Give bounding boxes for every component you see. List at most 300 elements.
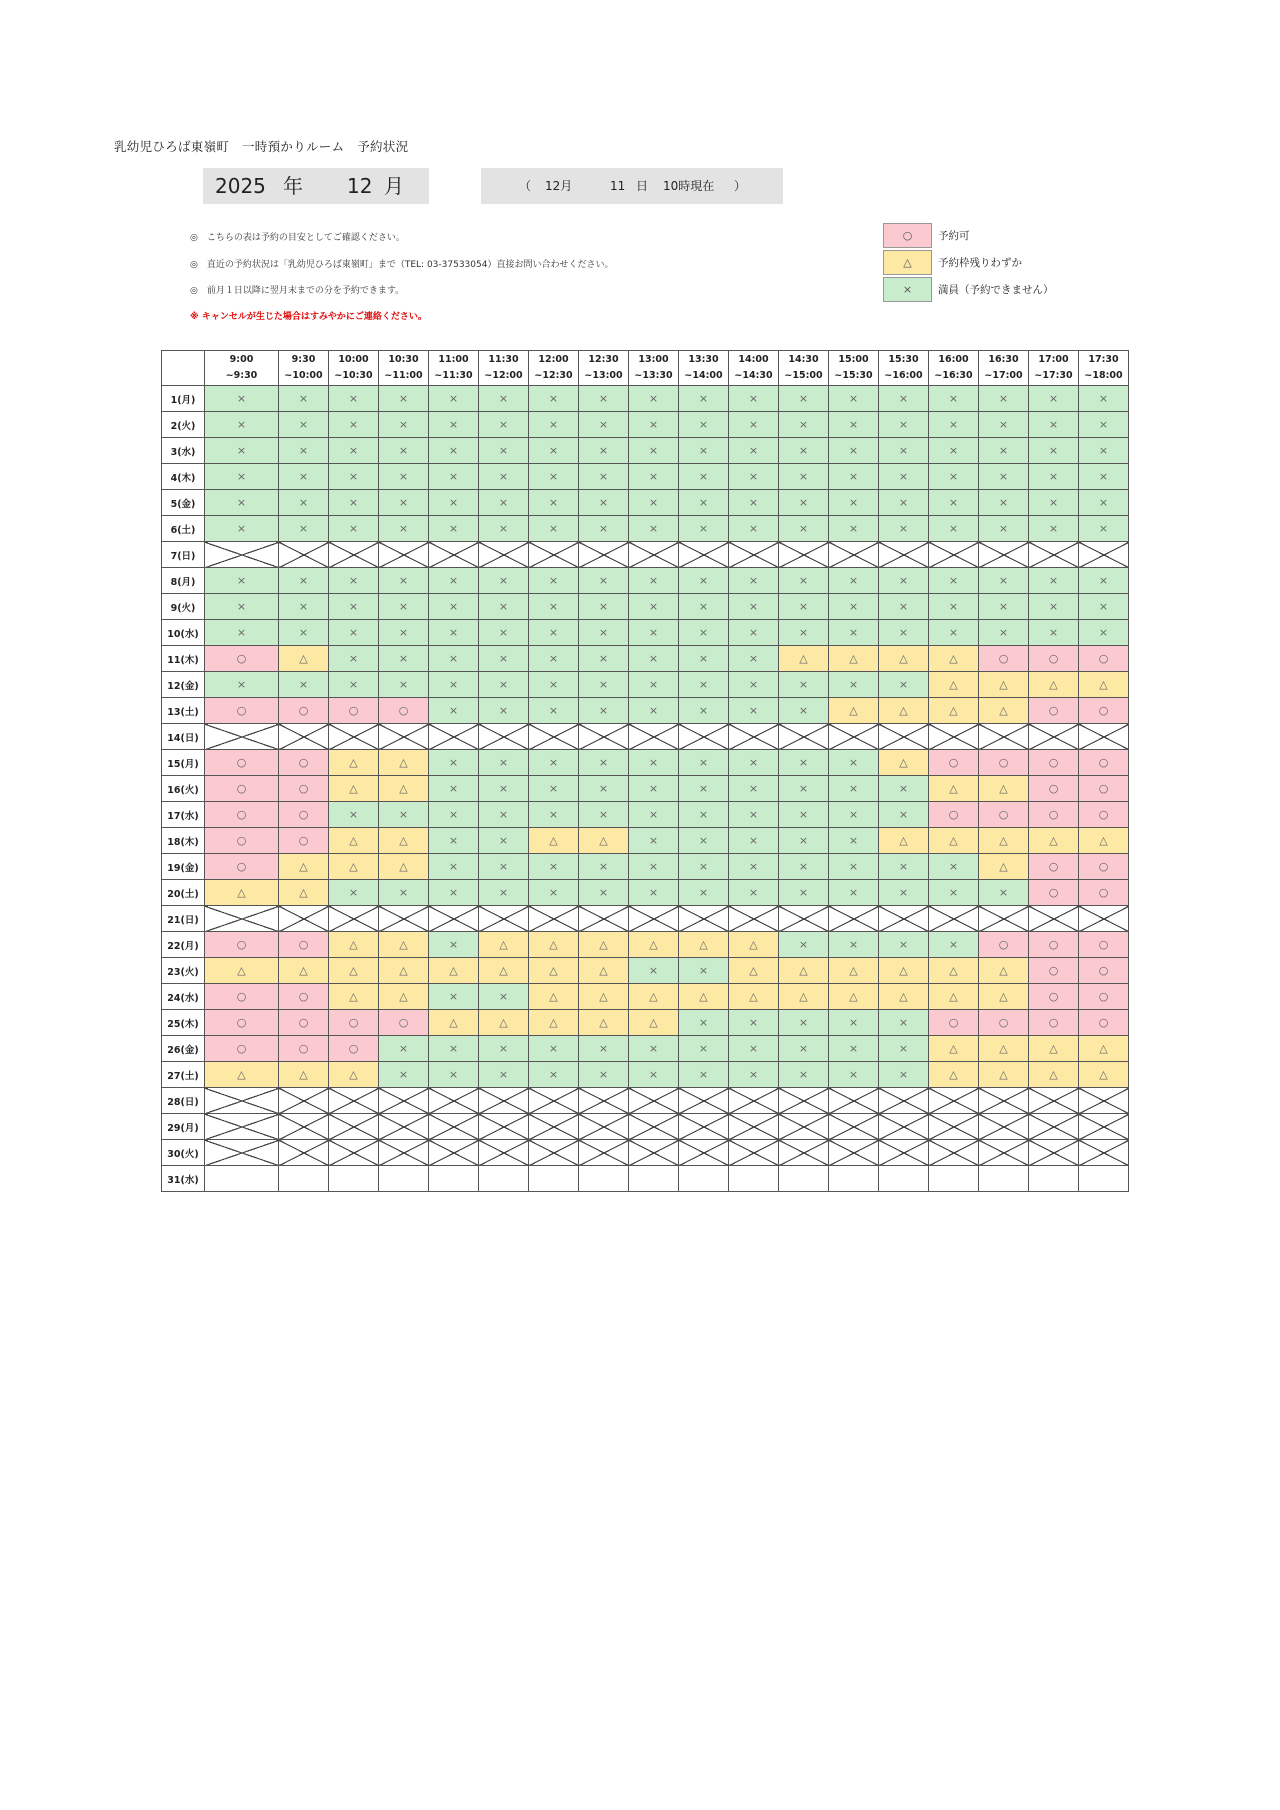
slot-status-cell: × — [729, 568, 779, 594]
slot-status-cell: ○ — [929, 1010, 979, 1036]
slot-status-cell: ○ — [1029, 698, 1079, 724]
slot-status-cell: ○ — [979, 750, 1029, 776]
slot-status-cell: △ — [929, 958, 979, 984]
closed-cell — [729, 1088, 779, 1114]
slot-status-cell: × — [379, 672, 429, 698]
slot-status-cell: × — [879, 1010, 929, 1036]
closed-cell — [979, 542, 1029, 568]
slot-status-cell: △ — [729, 984, 779, 1010]
slot-status-cell: △ — [329, 750, 379, 776]
day-row — [162, 1166, 1129, 1192]
slot-status-cell: × — [829, 828, 879, 854]
legend-swatch: × — [883, 277, 932, 302]
slot-status-cell: △ — [729, 932, 779, 958]
slot-status-cell: × — [429, 490, 479, 516]
day-label: 22(月) — [162, 932, 205, 958]
closed-cell — [329, 542, 379, 568]
slot-status-cell: × — [779, 932, 829, 958]
time-slot-header — [429, 351, 479, 386]
slot-status-cell: × — [829, 1036, 879, 1062]
slot-status-cell: △ — [529, 958, 579, 984]
closed-cell — [729, 724, 779, 750]
slot-status-cell: × — [479, 1036, 529, 1062]
empty-cell — [379, 1166, 429, 1192]
day-label: 20(土) — [162, 880, 205, 906]
legend-label: 予約可 — [938, 230, 970, 242]
slot-status-cell: △ — [929, 698, 979, 724]
slot-status-cell: × — [679, 516, 729, 542]
closed-cell — [479, 1114, 529, 1140]
slot-status-cell: × — [579, 672, 629, 698]
slot-status-cell: △ — [629, 984, 679, 1010]
slot-status-cell: × — [579, 516, 629, 542]
empty-cell — [279, 1166, 329, 1192]
slot-status-cell: × — [529, 464, 579, 490]
slot-status-cell: △ — [779, 958, 829, 984]
slot-status-cell: △ — [979, 1062, 1029, 1088]
slot-status-cell: △ — [1079, 1036, 1129, 1062]
slot-status-cell: × — [1029, 412, 1079, 438]
slot-status-cell: ○ — [379, 698, 429, 724]
time-slot-header — [379, 351, 429, 386]
slot-status-cell: × — [329, 672, 379, 698]
closed-cell — [429, 542, 479, 568]
slot-status-cell: × — [729, 516, 779, 542]
slot-status-cell: × — [279, 412, 329, 438]
slot-status-cell: × — [629, 854, 679, 880]
slot-status-cell: × — [679, 490, 729, 516]
day-row — [162, 568, 1129, 594]
slot-status-cell: △ — [879, 750, 929, 776]
slot-status-cell: × — [929, 854, 979, 880]
time-slot-start: 13:00 — [638, 354, 669, 365]
month-unit: 月 — [384, 174, 404, 198]
day-label: 18(木) — [162, 828, 205, 854]
slot-status-cell: △ — [779, 984, 829, 1010]
day-label: 30(火) — [162, 1140, 205, 1166]
closed-cell — [829, 1140, 879, 1166]
slot-status-cell: × — [379, 412, 429, 438]
time-slot-header — [729, 351, 779, 386]
slot-status-cell: × — [329, 464, 379, 490]
slot-status-cell: × — [979, 412, 1029, 438]
slot-status-cell: ○ — [205, 984, 279, 1010]
legend-full — [883, 276, 1054, 303]
time-slot-end: ~11:00 — [384, 370, 423, 381]
slot-status-cell: △ — [329, 1062, 379, 1088]
day-label: 27(土) — [162, 1062, 205, 1088]
slot-status-cell: ○ — [1079, 880, 1129, 906]
slot-status-cell: △ — [429, 958, 479, 984]
slot-status-cell: × — [629, 412, 679, 438]
closed-cell — [729, 906, 779, 932]
slot-status-cell: △ — [929, 646, 979, 672]
closed-cell — [629, 906, 679, 932]
slot-status-cell: × — [379, 594, 429, 620]
slot-status-cell: × — [579, 386, 629, 412]
slot-status-cell: × — [429, 1036, 479, 1062]
slot-status-cell: × — [829, 594, 879, 620]
day-label: 2(火) — [162, 412, 205, 438]
slot-status-cell: △ — [479, 932, 529, 958]
empty-cell — [579, 1166, 629, 1192]
slot-status-cell: × — [779, 490, 829, 516]
slot-status-cell: × — [279, 594, 329, 620]
day-label: 25(木) — [162, 1010, 205, 1036]
slot-status-cell: △ — [379, 776, 429, 802]
slot-status-cell: × — [429, 516, 479, 542]
day-row — [162, 698, 1129, 724]
slot-status-cell: △ — [929, 1036, 979, 1062]
page-title: 乳幼児ひろば東嶺町 一時預かりルーム 予約状況 — [114, 139, 409, 154]
slot-status-cell: △ — [929, 1062, 979, 1088]
slot-status-cell: ○ — [205, 1036, 279, 1062]
empty-cell — [1029, 1166, 1079, 1192]
note-1: ◎ こちらの表は予約の目安としてご確認ください。 — [190, 233, 405, 243]
closed-cell — [879, 542, 929, 568]
day-row — [162, 386, 1129, 412]
slot-status-cell: × — [329, 594, 379, 620]
slot-status-cell: × — [479, 464, 529, 490]
day-row — [162, 620, 1129, 646]
time-slot-end: ~14:30 — [734, 370, 773, 381]
slot-status-cell: × — [879, 412, 929, 438]
closed-cell — [429, 906, 479, 932]
closed-cell — [205, 906, 279, 932]
slot-status-cell: × — [929, 932, 979, 958]
slot-status-cell: × — [205, 672, 279, 698]
time-slot-end: ~15:30 — [834, 370, 873, 381]
slot-status-cell: × — [429, 984, 479, 1010]
slot-status-cell: × — [429, 568, 479, 594]
slot-status-cell: × — [679, 776, 729, 802]
slot-status-cell: △ — [479, 1010, 529, 1036]
slot-status-cell: × — [779, 516, 829, 542]
closed-cell — [529, 542, 579, 568]
slot-status-cell: × — [579, 776, 629, 802]
slot-status-cell: ○ — [1079, 646, 1129, 672]
slot-status-cell: × — [479, 412, 529, 438]
empty-cell — [779, 1166, 829, 1192]
slot-status-cell: × — [829, 568, 879, 594]
closed-cell — [929, 906, 979, 932]
time-slot-end: ~18:00 — [1084, 370, 1123, 381]
time-slot-start: 14:00 — [738, 354, 769, 365]
slot-status-cell: × — [729, 776, 779, 802]
slot-status-cell: × — [529, 438, 579, 464]
closed-cell — [829, 1114, 879, 1140]
slot-status-cell: × — [929, 464, 979, 490]
slot-status-cell: ○ — [279, 802, 329, 828]
slot-status-cell: × — [979, 464, 1029, 490]
slot-status-cell: × — [429, 880, 479, 906]
slot-status-cell: × — [1079, 490, 1129, 516]
slot-status-cell: × — [679, 958, 729, 984]
slot-status-cell: × — [929, 620, 979, 646]
slot-status-cell: × — [679, 386, 729, 412]
slot-status-cell: △ — [1029, 672, 1079, 698]
slot-status-cell: ○ — [1029, 750, 1079, 776]
slot-status-cell: × — [379, 646, 429, 672]
time-slot-end: ~13:00 — [584, 370, 623, 381]
slot-status-cell: × — [629, 802, 679, 828]
slot-status-cell: ○ — [1029, 1010, 1079, 1036]
slot-status-cell: △ — [279, 880, 329, 906]
slot-status-cell: × — [879, 880, 929, 906]
time-slot-header — [879, 351, 929, 386]
slot-status-cell: × — [629, 594, 679, 620]
closed-cell — [579, 724, 629, 750]
slot-status-cell: △ — [979, 776, 1029, 802]
slot-status-cell: × — [379, 490, 429, 516]
time-slot-start: 15:00 — [838, 354, 869, 365]
slot-status-cell: △ — [979, 958, 1029, 984]
slot-status-cell: × — [729, 620, 779, 646]
slot-status-cell: × — [779, 1010, 829, 1036]
time-slot-header — [329, 351, 379, 386]
slot-status-cell: × — [729, 698, 779, 724]
closed-cell — [579, 1114, 629, 1140]
slot-status-cell: × — [679, 750, 729, 776]
time-slot-start: 12:30 — [588, 354, 619, 365]
closed-cell — [429, 1114, 479, 1140]
slot-status-cell: × — [879, 620, 929, 646]
slot-status-cell: × — [779, 594, 829, 620]
slot-status-cell: × — [379, 386, 429, 412]
slot-status-cell: × — [729, 386, 779, 412]
slot-status-cell: × — [329, 620, 379, 646]
day-label: 17(水) — [162, 802, 205, 828]
closed-cell — [379, 1088, 429, 1114]
slot-status-cell: × — [1029, 594, 1079, 620]
slot-status-cell: × — [779, 828, 829, 854]
slot-status-cell: △ — [979, 1036, 1029, 1062]
slot-status-cell: ○ — [279, 932, 329, 958]
slot-status-cell: ○ — [279, 776, 329, 802]
slot-status-cell: △ — [829, 698, 879, 724]
slot-status-cell: △ — [979, 854, 1029, 880]
day-label: 9(火) — [162, 594, 205, 620]
slot-status-cell: ○ — [205, 698, 279, 724]
time-slot-end: ~14:00 — [684, 370, 723, 381]
slot-status-cell: × — [879, 386, 929, 412]
day-label: 29(月) — [162, 1114, 205, 1140]
closed-cell — [479, 724, 529, 750]
day-label: 16(火) — [162, 776, 205, 802]
slot-status-cell: × — [979, 620, 1029, 646]
closed-cell — [779, 1088, 829, 1114]
slot-status-cell: × — [329, 568, 379, 594]
slot-status-cell: ○ — [1029, 802, 1079, 828]
time-slot-start: 16:00 — [938, 354, 969, 365]
closed-cell — [1079, 1114, 1129, 1140]
legend-swatch: △ — [883, 250, 932, 275]
slot-status-cell: △ — [279, 854, 329, 880]
slot-status-cell: × — [1079, 464, 1129, 490]
slot-status-cell: × — [529, 1036, 579, 1062]
day-row — [162, 1036, 1129, 1062]
closed-cell — [279, 1140, 329, 1166]
time-slot-header — [979, 351, 1029, 386]
slot-status-cell: ○ — [979, 646, 1029, 672]
slot-status-cell: △ — [205, 1062, 279, 1088]
time-slot-start: 12:00 — [538, 354, 569, 365]
slot-status-cell: × — [479, 984, 529, 1010]
slot-status-cell: △ — [829, 958, 879, 984]
slot-status-cell: × — [679, 620, 729, 646]
slot-status-cell: × — [679, 828, 729, 854]
closed-cell — [279, 1088, 329, 1114]
slot-status-cell: △ — [579, 984, 629, 1010]
slot-status-cell: △ — [329, 776, 379, 802]
slot-status-cell: △ — [529, 932, 579, 958]
time-slot-start: 17:30 — [1088, 354, 1119, 365]
closed-cell — [205, 542, 279, 568]
empty-cell — [879, 1166, 929, 1192]
slot-status-cell: × — [779, 1036, 829, 1062]
slot-status-cell: △ — [979, 698, 1029, 724]
slot-status-cell: × — [329, 880, 379, 906]
closed-cell — [629, 1140, 679, 1166]
slot-status-cell: × — [729, 1062, 779, 1088]
closed-cell — [979, 906, 1029, 932]
day-row — [162, 646, 1129, 672]
closed-cell — [979, 1114, 1029, 1140]
slot-status-cell: × — [779, 776, 829, 802]
empty-cell — [1079, 1166, 1129, 1192]
slot-status-cell: × — [1029, 568, 1079, 594]
closed-cell — [429, 724, 479, 750]
slot-status-cell: × — [679, 1010, 729, 1036]
slot-status-cell: × — [279, 516, 329, 542]
slot-status-cell: × — [429, 932, 479, 958]
closed-cell — [379, 542, 429, 568]
closed-cell — [205, 1114, 279, 1140]
slot-status-cell: △ — [279, 646, 329, 672]
slot-status-cell: × — [579, 568, 629, 594]
slot-status-cell: △ — [479, 958, 529, 984]
slot-status-cell: × — [829, 516, 879, 542]
slot-status-cell: × — [729, 750, 779, 776]
slot-status-cell: ○ — [929, 750, 979, 776]
slot-status-cell: × — [979, 594, 1029, 620]
day-row — [162, 802, 1129, 828]
slot-status-cell: × — [205, 386, 279, 412]
slot-status-cell: △ — [929, 776, 979, 802]
time-slot-end: ~16:00 — [884, 370, 923, 381]
slot-status-cell: △ — [529, 984, 579, 1010]
slot-status-cell: ○ — [279, 1010, 329, 1036]
slot-status-cell: × — [205, 490, 279, 516]
closed-cell — [779, 724, 829, 750]
slot-status-cell: ○ — [979, 932, 1029, 958]
year-value: 2025 — [215, 174, 266, 198]
slot-status-cell: × — [379, 1062, 429, 1088]
closed-cell — [1079, 1140, 1129, 1166]
slot-status-cell: △ — [929, 672, 979, 698]
slot-status-cell: ○ — [1029, 854, 1079, 880]
slot-status-cell: × — [629, 568, 679, 594]
time-slot-start: 17:00 — [1038, 354, 1069, 365]
slot-status-cell: × — [429, 672, 479, 698]
slot-status-cell: × — [729, 646, 779, 672]
empty-cell — [329, 1166, 379, 1192]
slot-status-cell: × — [579, 1036, 629, 1062]
slot-status-cell: × — [629, 958, 679, 984]
slot-status-cell: × — [529, 386, 579, 412]
day-row — [162, 906, 1129, 932]
time-slot-start: 10:00 — [338, 354, 369, 365]
slot-status-cell: × — [629, 386, 679, 412]
slot-status-cell: × — [379, 620, 429, 646]
day-row — [162, 542, 1129, 568]
slot-status-cell: × — [679, 1062, 729, 1088]
slot-status-cell: × — [929, 438, 979, 464]
slot-status-cell: ○ — [1079, 776, 1129, 802]
slot-status-cell: × — [579, 594, 629, 620]
slot-status-cell: ○ — [1029, 880, 1079, 906]
slot-status-cell: × — [329, 412, 379, 438]
closed-cell — [1079, 724, 1129, 750]
slot-status-cell: × — [329, 646, 379, 672]
slot-status-cell: △ — [829, 646, 879, 672]
slot-status-cell: × — [829, 490, 879, 516]
slot-status-cell: ○ — [379, 1010, 429, 1036]
closed-cell — [679, 724, 729, 750]
slot-status-cell: △ — [379, 932, 429, 958]
slot-status-cell: △ — [779, 646, 829, 672]
slot-status-cell: △ — [279, 958, 329, 984]
slot-status-cell: △ — [929, 984, 979, 1010]
slot-status-cell: ○ — [205, 854, 279, 880]
slot-status-cell: × — [579, 464, 629, 490]
slot-status-cell: × — [379, 880, 429, 906]
closed-cell — [979, 724, 1029, 750]
closed-cell — [629, 542, 679, 568]
slot-status-cell: △ — [679, 984, 729, 1010]
slot-status-cell: × — [529, 516, 579, 542]
day-row — [162, 1114, 1129, 1140]
closed-cell — [205, 1088, 279, 1114]
closed-cell — [479, 1088, 529, 1114]
slot-status-cell: △ — [329, 958, 379, 984]
closed-cell — [629, 724, 679, 750]
closed-cell — [279, 542, 329, 568]
closed-cell — [329, 724, 379, 750]
slot-status-cell: △ — [679, 932, 729, 958]
closed-cell — [679, 542, 729, 568]
slot-status-cell: ○ — [979, 1010, 1029, 1036]
slot-status-cell: × — [379, 1036, 429, 1062]
slot-status-cell: △ — [879, 984, 929, 1010]
slot-status-cell: × — [279, 490, 329, 516]
time-slot-header — [679, 351, 729, 386]
slot-status-cell: × — [979, 490, 1029, 516]
slot-status-cell: × — [205, 438, 279, 464]
time-slot-start: 13:30 — [688, 354, 719, 365]
slot-status-cell: × — [779, 672, 829, 698]
time-slot-end: ~10:30 — [334, 370, 373, 381]
slot-status-cell: × — [629, 438, 679, 464]
slot-status-cell: × — [1079, 568, 1129, 594]
slot-status-cell: × — [729, 854, 779, 880]
slot-status-cell: × — [479, 698, 529, 724]
slot-status-cell: × — [579, 412, 629, 438]
closed-cell — [329, 906, 379, 932]
as-of-box — [481, 168, 783, 204]
slot-status-cell: × — [979, 516, 1029, 542]
slot-status-cell: × — [879, 854, 929, 880]
